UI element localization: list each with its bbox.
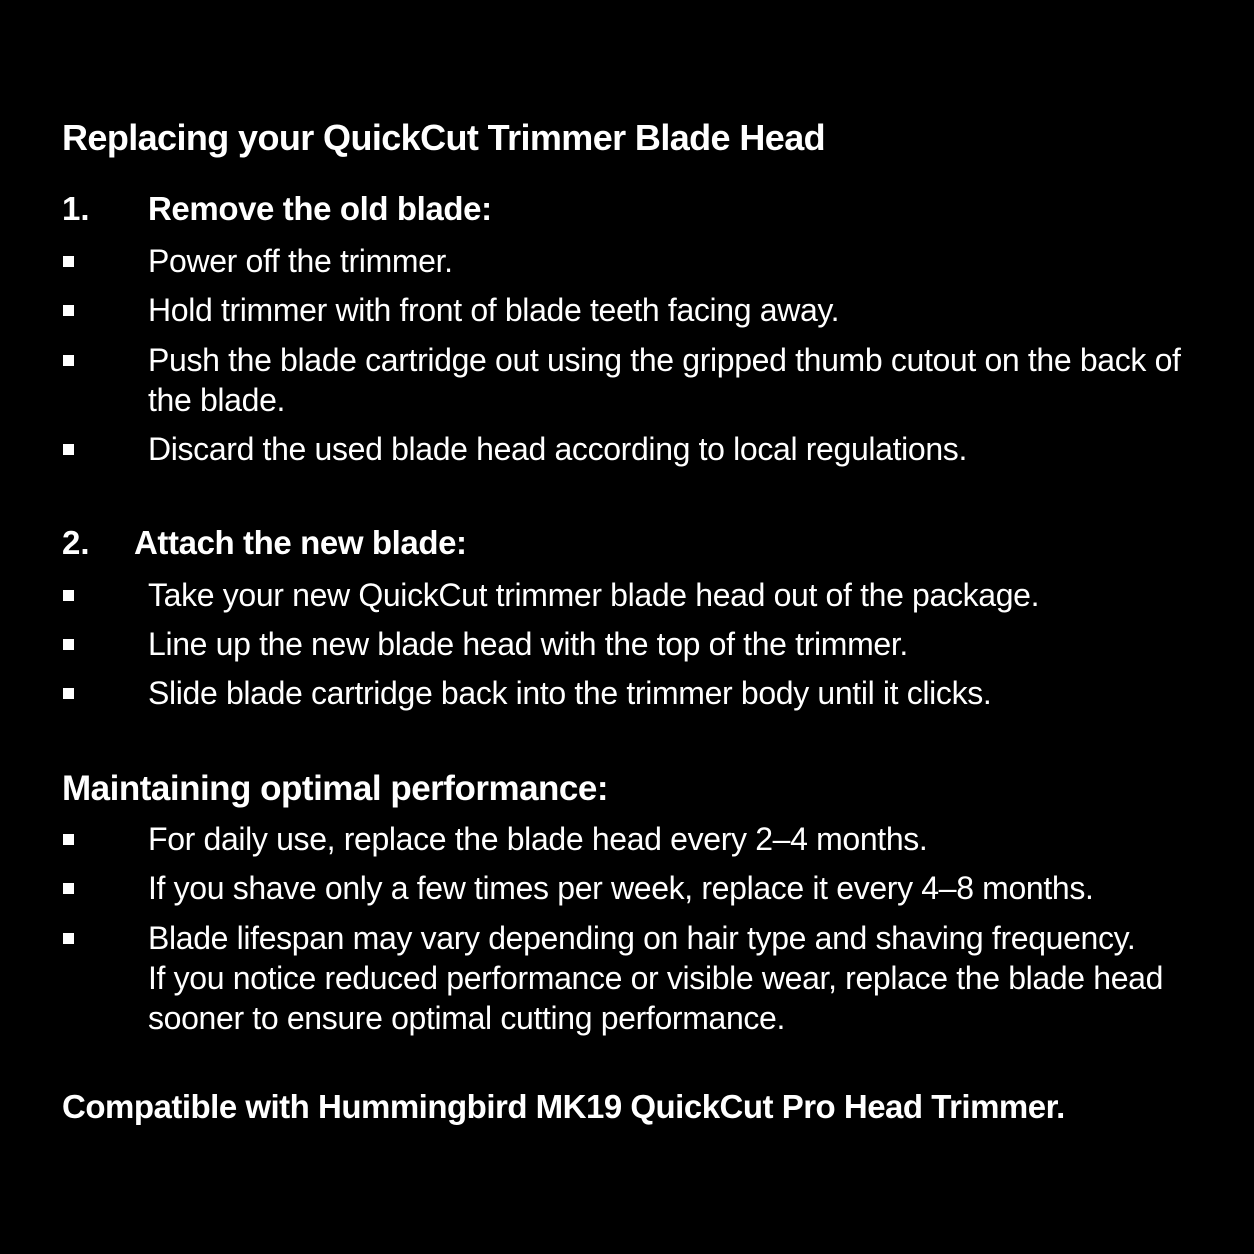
bullet-icon — [63, 688, 74, 699]
item-line: For daily use, replace the blade head every 2–4 months. — [148, 821, 928, 857]
step-1-item-2 — [148, 290, 839, 330]
item-line: Blade lifespan may vary depending on hair type and shaving frequency. — [148, 920, 1136, 956]
maintenance-item-2 — [148, 868, 1094, 908]
item-line: the blade. — [148, 382, 286, 418]
item-line: If you notice reduced performance or visible wear, replace the blade head — [148, 960, 1164, 996]
maintenance-heading: Maintaining optimal performance: — [62, 769, 608, 808]
step-1-item-4 — [148, 429, 967, 469]
compatibility-note: Compatible with Hummingbird MK19 QuickCut Pro Head Trimmer. — [62, 1088, 1065, 1125]
maintenance-item-1 — [148, 819, 927, 859]
step-2-heading: Attach the new blade: — [134, 524, 467, 561]
item-line: Line up the new blade head with the top of the trimmer. — [148, 626, 908, 662]
item-line: Take your new QuickCut trimmer blade head out of the package. — [148, 577, 1040, 613]
bullet-icon — [63, 883, 74, 894]
item-line: Hold trimmer with front of blade teeth facing away. — [148, 292, 840, 328]
item-line: If you shave only a few times per week, replace it every 4–8 months. — [148, 870, 1094, 906]
bullet-icon — [63, 256, 74, 267]
bullet-icon — [63, 933, 74, 944]
step-2-number: 2. — [62, 524, 90, 561]
bullet-icon — [63, 834, 74, 845]
step-1-number: 1. — [62, 190, 90, 227]
step-1-heading: Remove the old blade: — [148, 190, 492, 227]
bullet-icon — [63, 639, 74, 650]
bullet-icon — [63, 355, 74, 366]
step-1-item-1 — [148, 241, 453, 281]
maintenance-item-3 — [148, 918, 1163, 1038]
bullet-icon — [63, 444, 74, 455]
step-1-item-3 — [148, 340, 1181, 420]
item-line: Power off the trimmer. — [148, 243, 453, 279]
item-line: Discard the used blade head according to local regulations. — [148, 431, 967, 467]
page-title: Replacing your QuickCut Trimmer Blade Head — [62, 117, 826, 158]
item-line: sooner to ensure optimal cutting performance. — [148, 1000, 786, 1036]
item-line: Slide blade cartridge back into the trimmer body until it clicks. — [148, 675, 992, 711]
bullet-icon — [63, 590, 74, 601]
item-line: Push the blade cartridge out using the gripped thumb cutout on the back of — [148, 342, 1181, 378]
step-2-item-1 — [148, 575, 1039, 615]
bullet-icon — [63, 305, 74, 316]
step-2-item-2 — [148, 624, 908, 664]
step-2-item-3 — [148, 673, 991, 713]
